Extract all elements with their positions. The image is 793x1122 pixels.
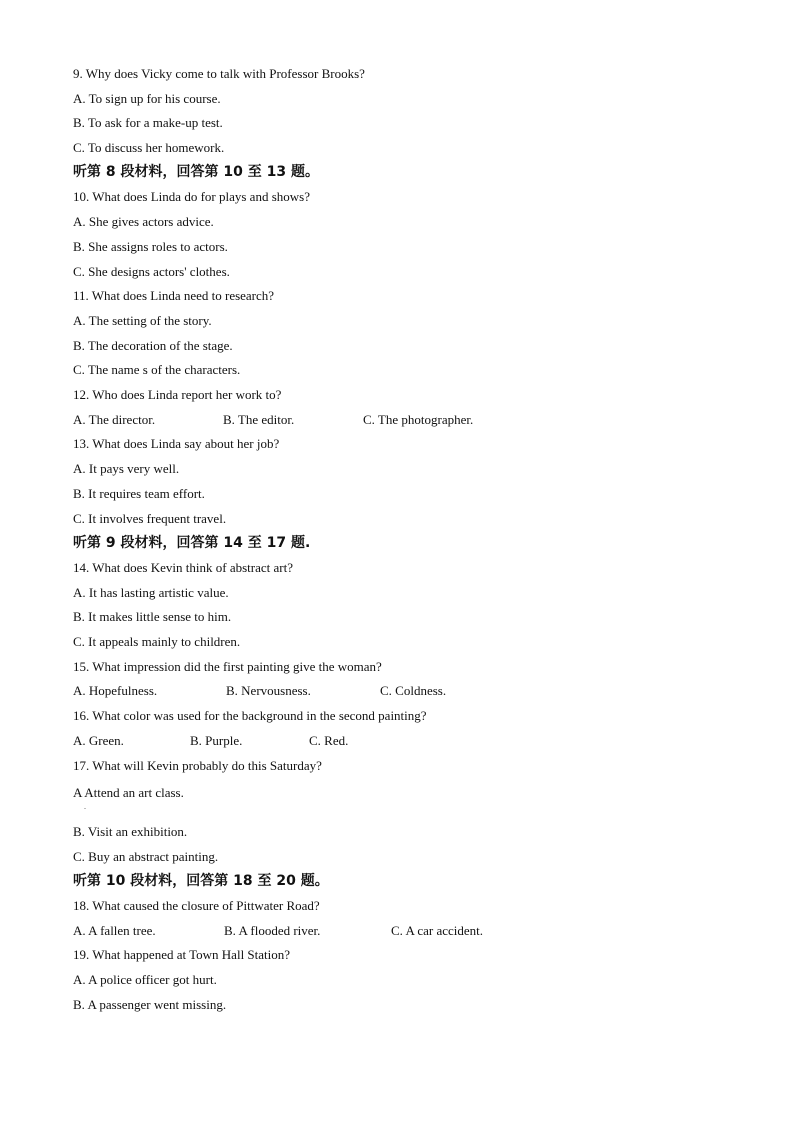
q11-option-a: A. The setting of the story. (73, 313, 212, 328)
question-12: 12. Who does Linda report her work to? (73, 387, 282, 402)
q14-option-c: C. It appeals mainly to children. (73, 634, 241, 649)
question-14: 14. What does Kevin think of abstract art? (73, 560, 293, 575)
q9-option-c: C. To discuss her homework. (73, 140, 225, 155)
section-heading-8: 听第 8 段材料，回答第 10 至 13 题。 (73, 164, 319, 180)
q13-option-a: A. It pays very well. (73, 461, 180, 476)
q13-option-c: C. It involves frequent travel. (73, 511, 227, 526)
q18-option-c: C. A car accident. (391, 923, 484, 938)
q16-option-a: A. Green. (73, 733, 124, 748)
q10-option-a: A. She gives actors advice. (73, 214, 214, 229)
section-heading-10: 听第 10 段材料，回答第 18 至 20 题。 (73, 873, 329, 889)
q12-option-a: A. The director. (73, 412, 156, 427)
question-10: 10. What does Linda do for plays and shows? (73, 189, 310, 204)
q13-option-b: B. It requires team effort. (73, 486, 205, 501)
q12-option-b: B. The editor. (223, 412, 295, 427)
q9-option-a: A. To sign up for his course. (73, 91, 221, 106)
q18-option-b: B. A flooded river. (224, 923, 321, 938)
q19-option-a: A. A police officer got hurt. (73, 972, 217, 987)
question-11: 11. What does Linda need to research? (73, 288, 275, 303)
question-17: 17. What will Kevin probably do this Saturday? (73, 758, 322, 773)
q10-option-b: B. She assigns roles to actors. (73, 239, 228, 254)
q15-option-c: C. Coldness. (380, 683, 447, 698)
q9-option-b: B. To ask for a make-up test. (73, 115, 223, 130)
q18-option-a: A. A fallen tree. (73, 923, 156, 938)
stray-dot: . (84, 802, 86, 811)
question-19: 19. What happened at Town Hall Station? (73, 947, 291, 962)
q10-option-c: C. She designs actors' clothes. (73, 264, 230, 279)
q17-option-b: B. Visit an exhibition. (73, 824, 188, 839)
question-9: 9. Why does Vicky come to talk with Professor Brooks? (73, 66, 365, 81)
q11-option-b: B. The decoration of the stage. (73, 338, 233, 353)
question-15: 15. What impression did the first painting give the woman? (73, 659, 382, 674)
section-heading-9: 听第 9 段材料，回答第 14 至 17 题. (73, 535, 311, 551)
q14-option-b: B. It makes little sense to him. (73, 609, 232, 624)
q16-option-b: B. Purple. (190, 733, 243, 748)
q12-option-c: C. The photographer. (363, 412, 474, 427)
q17-option-a: A Attend an art class. (73, 785, 184, 800)
question-13: 13. What does Linda say about her job? (73, 436, 280, 451)
question-18: 18. What caused the closure of Pittwater Road? (73, 898, 320, 913)
q16-option-c: C. Red. (309, 733, 349, 748)
question-16: 16. What color was used for the background in the second painting? (73, 708, 427, 723)
q11-option-c: C. The name s of the characters. (73, 362, 241, 377)
q15-option-b: B. Nervousness. (226, 683, 311, 698)
q17-option-c: C. Buy an abstract painting. (73, 849, 219, 864)
q15-option-a: A. Hopefulness. (73, 683, 158, 698)
q19-option-b: B. A passenger went missing. (73, 997, 227, 1012)
q14-option-a: A. It has lasting artistic value. (73, 585, 229, 600)
